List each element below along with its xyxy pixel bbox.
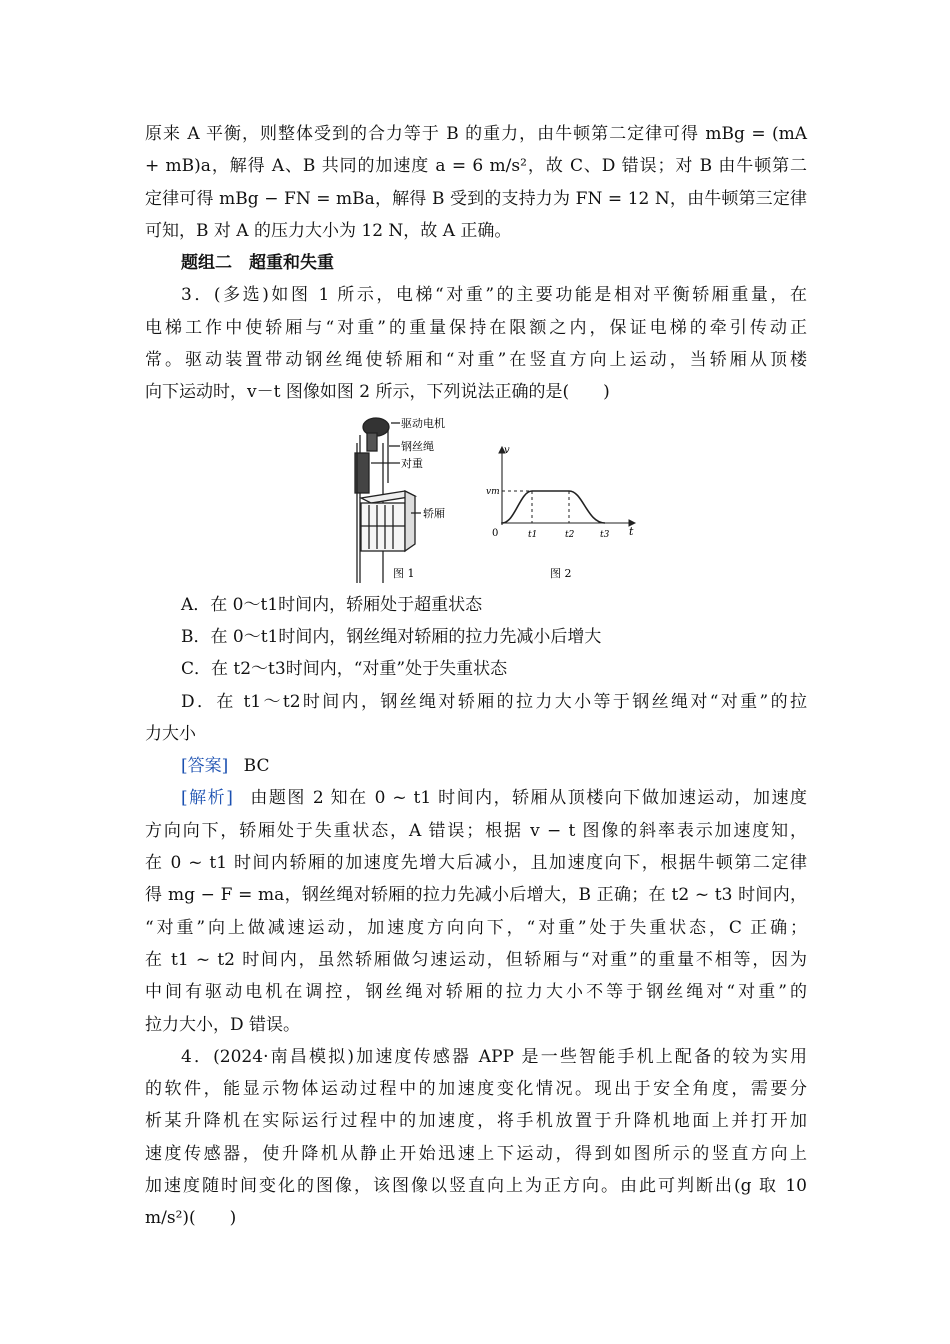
question-stem-line: 3．(多选)如图 1 所示，电梯“对重”的主要功能是相对平衡轿厢重量，在 (181, 285, 807, 306)
question-stem-line: 常。驱动装置带动钢丝绳使轿厢和“对重”在竖直方向上运动，当轿厢从顶楼 (145, 350, 807, 371)
tick-label-t1: t1 (528, 529, 538, 540)
question-stem-line: 析某升降机在实际运行过程中的加速度，将手机放置于升降机地面上并打开加 (145, 1111, 807, 1132)
question-stem-line: 加速度随时间变化的图像，该图像以竖直向上为正方向。由此可判断出(g 取 10 (145, 1176, 807, 1197)
label-wire-rope: 钢丝绳 (401, 439, 434, 453)
velocity-curve (502, 491, 605, 523)
option-d-continued: 力大小 (145, 723, 196, 744)
caption-figure-1: 图 1 (393, 566, 415, 580)
origin-label: 0 (492, 527, 499, 539)
text-line: + mB)a，解得 A、B 共同的加速度 a = 6 m/s²，故 C、D 错误；对 B 由牛顿第二 (145, 156, 808, 177)
tick-label-t2: t2 (565, 529, 575, 540)
axis-label-t: t (629, 524, 634, 538)
label-counterweight: 对重 (401, 456, 423, 470)
option-d: D．在 t1～t2时间内，钢丝绳对轿厢的拉力大小等于钢丝绳对“对重”的拉 (181, 691, 807, 712)
analysis-first-text: 由题图 2 知在 0 ~ t1 时间内，轿厢从顶楼向下做加速运动，加速度 (248, 788, 808, 809)
analysis-line: 中间有驱动电机在调控，钢丝绳对轿厢的拉力大小不等于钢丝绳对“对重”的 (145, 982, 807, 1003)
analysis-line: 拉力大小，D 错误。 (145, 1014, 301, 1035)
analysis-line (145, 782, 807, 814)
option-a: A．在 0～t1时间内，轿厢处于超重状态 (181, 594, 483, 615)
caption-figure-2: 图 2 (550, 566, 572, 580)
question-stem-line: 速度传感器，使升降机从静止开始迅速上下运动，得到如图所示的竖直方向上 (145, 1143, 807, 1164)
vt-graph (499, 444, 635, 526)
tick-label-t3: t3 (600, 529, 610, 540)
vm-label: vm (486, 486, 500, 497)
answer-line (145, 750, 807, 782)
document-page (145, 118, 807, 1235)
question-stem-line: m/s²)( ) (145, 1208, 237, 1229)
text-line: 原来 A 平衡，则整体受到的合力等于 B 的重力，由牛顿第二定律可得 mBg = (mA (145, 124, 807, 144)
question-3-figures (145, 413, 807, 583)
label-car: 轿厢 (423, 506, 445, 520)
question-stem-line: 的软件，能显示物体运动过程中的加速度变化情况。现出于安全角度，需要分 (145, 1079, 807, 1100)
previous-solution-paragraph (145, 118, 807, 247)
option-b: B．在 0～t1时间内，钢丝绳对轿厢的拉力先减小后增大 (181, 626, 602, 647)
question-stem-line: 电梯工作中使轿厢与“对重”的重量保持在限额之内，保证电梯的牵引传动正 (145, 317, 807, 338)
analysis-line: “对重”向上做减速运动，加速度方向向下，“对重”处于失重状态，C 正确； (145, 917, 807, 938)
option-c: C．在 t2～t3时间内，“对重”处于失重状态 (181, 659, 508, 680)
question-3 (145, 279, 807, 1040)
question-4 (145, 1041, 807, 1235)
analysis-line: 得 mg − F = ma，钢丝绳对轿厢的拉力先减小后增大，B 正确；在 t2 ~ t3 时间内， (145, 885, 807, 906)
answer-value: BC (243, 756, 270, 777)
elevator-car (361, 491, 415, 551)
answer-tag: [答案] (181, 756, 229, 777)
label-drive-motor: 驱动电机 (401, 416, 445, 430)
section-heading: 题组二 超重和失重 (181, 253, 334, 274)
question-stem-line: 向下运动时，v－t 图像如图 2 所示，下列说法正确的是( ) (145, 382, 610, 403)
text-line: 可知，B 对 A 的压力大小为 12 N，故 A 正确。 (145, 220, 512, 241)
question-stem-line: 4．(2024·南昌模拟)加速度传感器 APP 是一些智能手机上配备的较为实用 (181, 1046, 807, 1067)
analysis-line: 在 t1 ~ t2 时间内，虽然轿厢做匀速运动，但轿厢与“对重”的重量不相等，因为 (145, 949, 807, 970)
analysis (145, 782, 807, 1040)
analysis-line: 在 0 ~ t1 时间内轿厢的加速度先增大后减小，且加速度向下，根据牛顿第二定律 (145, 853, 807, 874)
analysis-tag: [解析] (181, 788, 233, 809)
analysis-line: 方向向下，轿厢处于失重状态，A 错误；根据 v − t 图像的斜率表示加速度知， (145, 820, 807, 841)
text-line: 定律可得 mBg − FN = mBa，解得 B 受到的支持力为 FN = 12 N，由牛顿第三定律 (145, 188, 807, 209)
axis-label-v: v (504, 444, 510, 456)
motor-mount (367, 433, 377, 451)
elevator-figures (145, 413, 807, 583)
